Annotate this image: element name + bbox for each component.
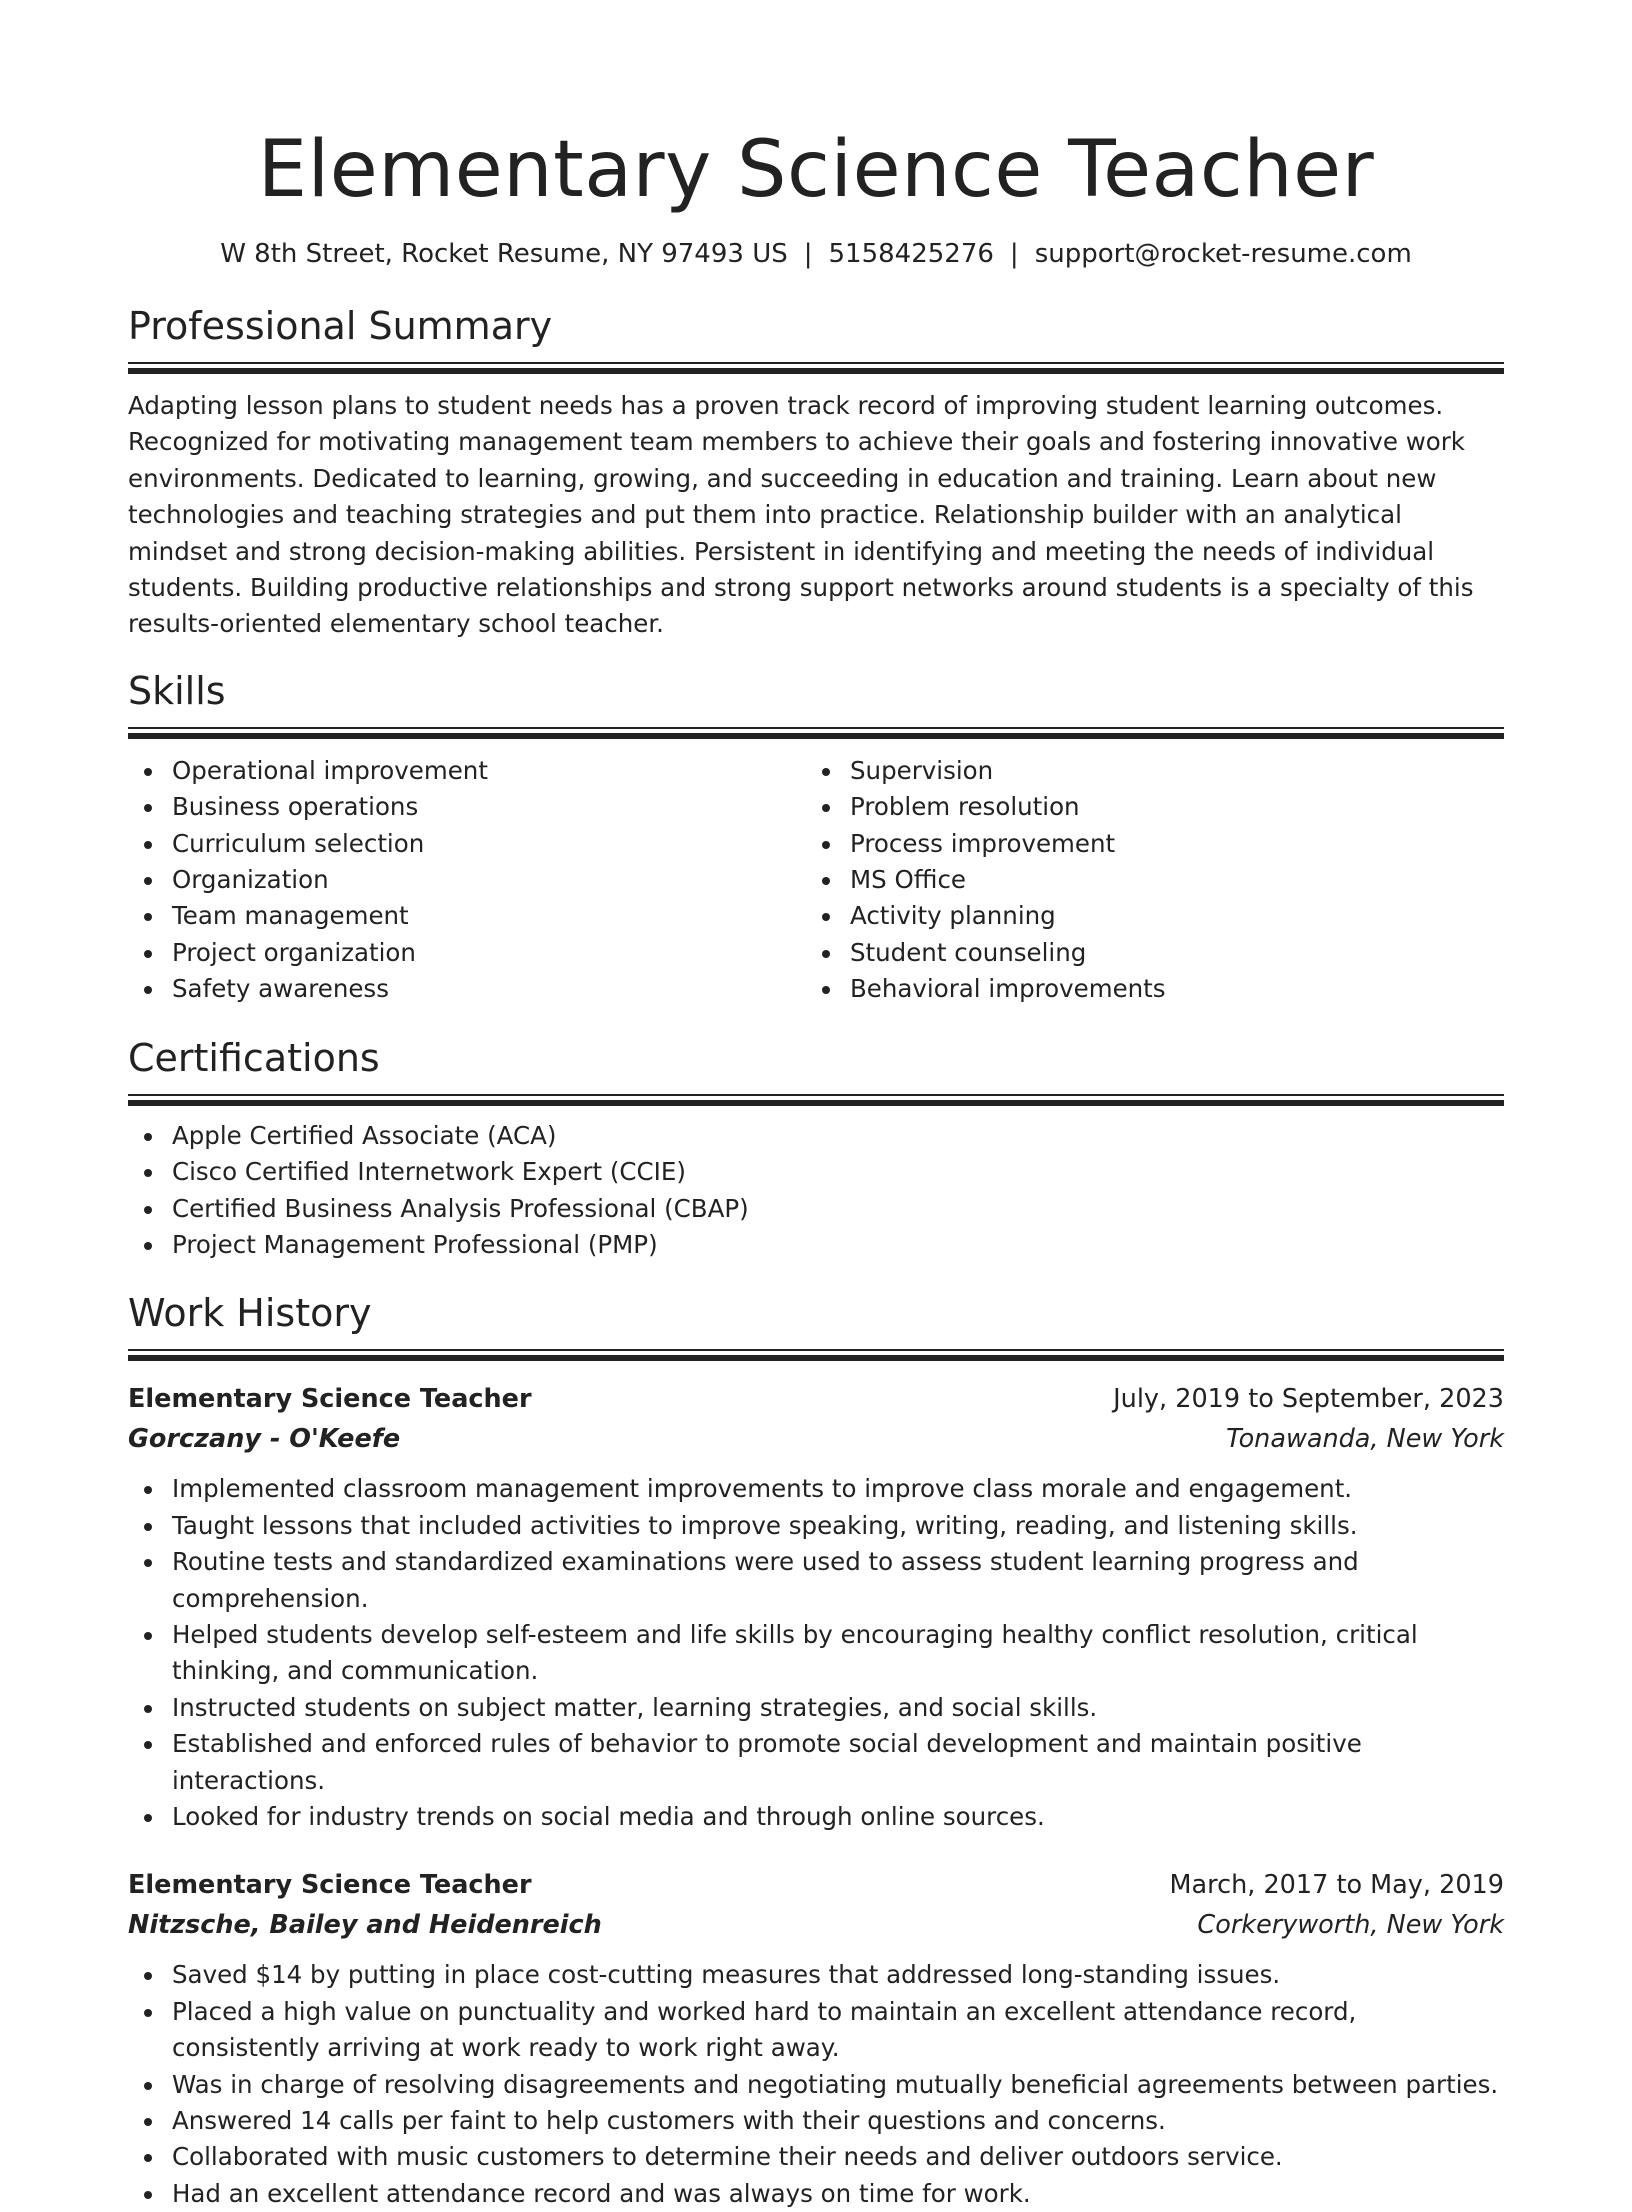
job-bullet: Collaborated with music customers to determine their needs and deliver outdoors service. (128, 2139, 1504, 2175)
summary-heading: Professional Summary (128, 304, 553, 348)
job-header (128, 1865, 1504, 1905)
job-bullet: Looked for industry trends on social media and through online sources. (128, 1799, 1504, 1835)
job-bullet: Helped students develop self-esteem and life skills by encouraging healthy conflict resolution, critical thinking, and communication. (128, 1617, 1504, 1690)
certifications-heading: Certifications (128, 1035, 380, 1080)
job-bullet: Saved $14 by putting in place cost-cutting measures that addressed long-standing issues. (128, 1957, 1504, 1993)
job-title: Elementary Science Teacher (128, 1870, 532, 1901)
skill-item: Curriculum selection (128, 826, 806, 862)
skill-item: Organization (128, 862, 806, 898)
section-divider (128, 362, 1504, 374)
summary-section (128, 302, 1504, 643)
skill-item: Process improvement (806, 826, 1484, 862)
section-divider (128, 1094, 1504, 1106)
section-divider (128, 1349, 1504, 1361)
job-bullets (128, 1471, 1504, 1835)
job-bullet: Answered 14 calls per faint to help customers with their questions and concerns. (128, 2103, 1504, 2139)
job-subheader (128, 1419, 1504, 1459)
job-company: Gorczany - O'Keefe (128, 1424, 401, 1455)
contact-separator: | (1009, 239, 1019, 269)
certifications-section (128, 1034, 1504, 1264)
job-location: Tonawanda, New York (1226, 1424, 1504, 1455)
job-entry (128, 1379, 1504, 1835)
job-subheader (128, 1905, 1504, 1945)
certification-item: Project Management Professional (PMP) (128, 1227, 1504, 1263)
certification-item: Cisco Certified Internetwork Expert (CCIE) (128, 1154, 1504, 1190)
job-company: Nitzsche, Bailey and Heidenreich (128, 1910, 602, 1941)
certifications-list (128, 1118, 1504, 1264)
job-bullet: Routine tests and standardized examinations were used to assess student learning progress and comprehension. (128, 1544, 1504, 1617)
skill-item: Problem resolution (806, 789, 1484, 825)
job-bullet: Placed a high value on punctuality and worked hard to maintain an excellent attendance record, consistently arriving at work ready to work right away. (128, 1994, 1504, 2067)
job-dates: March, 2017 to May, 2019 (1169, 1870, 1504, 1901)
contact-line (128, 236, 1504, 272)
job-dates: July, 2019 to September, 2023 (1113, 1384, 1504, 1415)
skill-item: Activity planning (806, 898, 1484, 934)
contact-email: support@rocket-resume.com (1034, 239, 1412, 269)
skill-item: MS Office (806, 862, 1484, 898)
skill-item: Safety awareness (128, 971, 806, 1007)
job-bullets (128, 1957, 1504, 2212)
job-bullet: Was in charge of resolving disagreements and negotiating mutually beneficial agreements between parties. (128, 2067, 1504, 2103)
skill-item: Student counseling (806, 935, 1484, 971)
contact-phone: 5158425276 (828, 239, 994, 269)
job-header (128, 1379, 1504, 1419)
job-bullet: Established and enforced rules of behavior to promote social development and maintain positive interactions. (128, 1726, 1504, 1799)
job-entry (128, 1865, 1504, 2212)
job-bullet: Implemented classroom management improvements to improve class morale and engagement. (128, 1471, 1504, 1507)
skill-item: Behavioral improvements (806, 971, 1484, 1007)
skills-heading: Skills (128, 668, 226, 713)
skill-item: Team management (128, 898, 806, 934)
job-bullet: Had an excellent attendance record and was always on time for work. (128, 2176, 1504, 2212)
skills-section (128, 667, 1504, 1008)
job-title: Elementary Science Teacher (128, 1384, 532, 1415)
work-history-heading: Work History (128, 1291, 372, 1336)
summary-text: Adapting lesson plans to student needs has a proven track record of improving student learning outcomes. Recognized for motivating management team members to achieve their goals and fostering innovative work environments. Dedicated to learning, growing, and succeeding in education and training. Learn about new technologies and teaching strategies and put them into practice. Relationship builder with an analytical mindset and strong decision-making abilities. Persistent in identifying and meeting the needs of individual students. Building productive relationships and strong support networks around students is a specialty of this results-oriented elementary school teacher. (128, 391, 1474, 639)
job-bullet: Instructed students on subject matter, learning strategies, and social skills. (128, 1690, 1504, 1726)
work-history-section (128, 1289, 1504, 2212)
contact-address: W 8th Street, Rocket Resume, NY 97493 US (220, 239, 788, 269)
contact-separator: | (803, 239, 813, 269)
resume-page (128, 0, 1504, 2212)
skill-item: Supervision (806, 753, 1484, 789)
certification-item: Apple Certified Associate (ACA) (128, 1118, 1504, 1154)
skill-item: Business operations (128, 789, 806, 825)
skills-grid (128, 753, 1504, 1008)
certification-item: Certified Business Analysis Professional (CBAP) (128, 1191, 1504, 1227)
resume-title: Elementary Science Teacher (257, 125, 1375, 215)
skills-left-column (128, 753, 806, 1008)
section-divider (128, 727, 1504, 739)
job-location: Corkeryworth, New York (1197, 1910, 1504, 1941)
job-bullet: Taught lessons that included activities to improve speaking, writing, reading, and listening skills. (128, 1508, 1504, 1544)
skill-item: Project organization (128, 935, 806, 971)
skill-item: Operational improvement (128, 753, 806, 789)
skills-right-column (806, 753, 1484, 1008)
